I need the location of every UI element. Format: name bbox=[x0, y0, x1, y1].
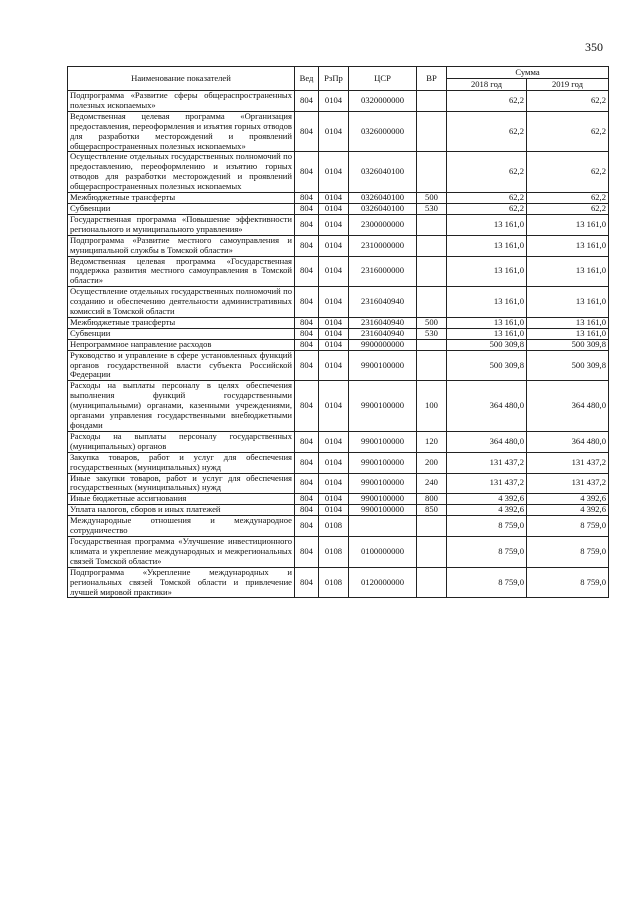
cell-rz: 0104 bbox=[319, 235, 349, 256]
cell-name: Подпрограмма «Укрепление международных и региональных связей Томской области и привлечение лучшей мировой практики» bbox=[68, 567, 295, 598]
cell-vr: 850 bbox=[417, 505, 447, 516]
cell-csr: 2300000000 bbox=[349, 214, 417, 235]
cell-ved: 804 bbox=[295, 328, 319, 339]
header-rz: РзПр bbox=[319, 67, 349, 91]
cell-csr: 9900100000 bbox=[349, 473, 417, 494]
cell-name: Расходы на выплаты персоналу в целях обеспечения выполнения функций государственными (муниципальными) органами, казенными учреждениями, органами управления государственными внебюджетными фондами bbox=[68, 381, 295, 432]
cell-name: Международные отношения и международное сотрудничество bbox=[68, 516, 295, 537]
cell-2018: 62,2 bbox=[447, 91, 527, 112]
cell-vr bbox=[417, 256, 447, 287]
cell-csr: 2316000000 bbox=[349, 256, 417, 287]
cell-rz: 0104 bbox=[319, 91, 349, 112]
cell-csr bbox=[349, 516, 417, 537]
cell-2019: 131 437,2 bbox=[527, 473, 609, 494]
cell-ved: 804 bbox=[295, 381, 319, 432]
cell-vr bbox=[417, 339, 447, 350]
cell-rz: 0104 bbox=[319, 473, 349, 494]
cell-ved: 804 bbox=[295, 431, 319, 452]
cell-rz: 0108 bbox=[319, 516, 349, 537]
cell-2018: 8 759,0 bbox=[447, 536, 527, 567]
cell-rz: 0104 bbox=[319, 152, 349, 193]
cell-2018: 62,2 bbox=[447, 193, 527, 204]
cell-ved: 804 bbox=[295, 494, 319, 505]
cell-rz: 0104 bbox=[319, 328, 349, 339]
cell-ved: 804 bbox=[295, 214, 319, 235]
cell-name: Ведомственная целевая программа «Организация предоставления, переоформления и изъятия горных отводов для разработки месторождений и проявлений общераспространенных полезных ископаемых» bbox=[68, 111, 295, 152]
cell-rz: 0104 bbox=[319, 203, 349, 214]
cell-vr: 100 bbox=[417, 381, 447, 432]
cell-name: Иные закупки товаров, работ и услуг для обеспечения государственных (муниципальных) нужд bbox=[68, 473, 295, 494]
cell-ved: 804 bbox=[295, 91, 319, 112]
cell-name: Непрограммное направление расходов bbox=[68, 339, 295, 350]
cell-2019: 8 759,0 bbox=[527, 567, 609, 598]
cell-csr: 0326040100 bbox=[349, 203, 417, 214]
cell-vr bbox=[417, 350, 447, 381]
cell-rz: 0108 bbox=[319, 567, 349, 598]
cell-name: Государственная программа «Улучшение инвестиционного климата и укрепление международных и межрегиональных связей Томской области» bbox=[68, 536, 295, 567]
cell-2018: 8 759,0 bbox=[447, 567, 527, 598]
cell-name: Руководство и управление в сфере установленных функций органов государственной власти субъекта Российской Федерации bbox=[68, 350, 295, 381]
cell-vr bbox=[417, 536, 447, 567]
cell-2019: 62,2 bbox=[527, 203, 609, 214]
cell-csr: 0320000000 bbox=[349, 91, 417, 112]
cell-name: Субвенции bbox=[68, 203, 295, 214]
cell-name: Подпрограмма «Развитие сферы общераспространенных полезных ископаемых» bbox=[68, 91, 295, 112]
page-number: 350 bbox=[585, 40, 603, 54]
cell-2019: 131 437,2 bbox=[527, 452, 609, 473]
cell-csr: 0326000000 bbox=[349, 111, 417, 152]
cell-2019: 62,2 bbox=[527, 111, 609, 152]
table-row bbox=[68, 152, 609, 193]
budget-table bbox=[67, 66, 609, 598]
cell-2019: 4 392,6 bbox=[527, 494, 609, 505]
table-row bbox=[68, 516, 609, 537]
table-row bbox=[68, 452, 609, 473]
cell-2019: 62,2 bbox=[527, 193, 609, 204]
cell-2018: 13 161,0 bbox=[447, 328, 527, 339]
header-sum: Сумма bbox=[447, 67, 609, 79]
header-vr: ВР bbox=[417, 67, 447, 91]
table-row bbox=[68, 339, 609, 350]
cell-vr bbox=[417, 516, 447, 537]
cell-csr: 9900100000 bbox=[349, 494, 417, 505]
cell-csr: 9900100000 bbox=[349, 452, 417, 473]
cell-name: Закупка товаров, работ и услуг для обеспечения государственных (муниципальных) нужд bbox=[68, 452, 295, 473]
cell-vr bbox=[417, 152, 447, 193]
table-row bbox=[68, 287, 609, 318]
cell-ved: 804 bbox=[295, 516, 319, 537]
cell-2019: 364 480,0 bbox=[527, 431, 609, 452]
cell-name: Расходы на выплаты персоналу государственных (муниципальных) органов bbox=[68, 431, 295, 452]
header-name: Наименование показателей bbox=[68, 67, 295, 91]
cell-rz: 0104 bbox=[319, 111, 349, 152]
table-row bbox=[68, 91, 609, 112]
cell-2018: 13 161,0 bbox=[447, 317, 527, 328]
cell-2018: 8 759,0 bbox=[447, 516, 527, 537]
cell-2018: 13 161,0 bbox=[447, 235, 527, 256]
cell-ved: 804 bbox=[295, 350, 319, 381]
cell-vr bbox=[417, 235, 447, 256]
cell-rz: 0104 bbox=[319, 256, 349, 287]
table-row bbox=[68, 350, 609, 381]
table-row bbox=[68, 505, 609, 516]
cell-ved: 804 bbox=[295, 256, 319, 287]
cell-vr bbox=[417, 287, 447, 318]
cell-rz: 0104 bbox=[319, 381, 349, 432]
table-row bbox=[68, 536, 609, 567]
cell-csr: 2316040940 bbox=[349, 328, 417, 339]
cell-vr: 120 bbox=[417, 431, 447, 452]
cell-ved: 804 bbox=[295, 203, 319, 214]
cell-rz: 0104 bbox=[319, 505, 349, 516]
cell-csr: 9900000000 bbox=[349, 339, 417, 350]
cell-rz: 0104 bbox=[319, 193, 349, 204]
cell-2018: 131 437,2 bbox=[447, 452, 527, 473]
cell-vr: 240 bbox=[417, 473, 447, 494]
cell-2018: 500 309,8 bbox=[447, 350, 527, 381]
cell-rz: 0104 bbox=[319, 431, 349, 452]
cell-csr: 9900100000 bbox=[349, 381, 417, 432]
cell-2018: 62,2 bbox=[447, 111, 527, 152]
cell-2019: 13 161,0 bbox=[527, 328, 609, 339]
cell-name: Государственная программа «Повышение эффективности регионального и муниципального управления» bbox=[68, 214, 295, 235]
cell-ved: 804 bbox=[295, 317, 319, 328]
cell-2019: 62,2 bbox=[527, 152, 609, 193]
cell-2019: 500 309,8 bbox=[527, 339, 609, 350]
cell-vr: 530 bbox=[417, 203, 447, 214]
cell-csr: 2316040940 bbox=[349, 317, 417, 328]
table-header bbox=[68, 67, 609, 91]
cell-2018: 4 392,6 bbox=[447, 494, 527, 505]
cell-vr bbox=[417, 91, 447, 112]
cell-2018: 131 437,2 bbox=[447, 473, 527, 494]
cell-2018: 13 161,0 bbox=[447, 287, 527, 318]
cell-ved: 804 bbox=[295, 287, 319, 318]
table-row bbox=[68, 203, 609, 214]
cell-name: Межбюджетные трансферты bbox=[68, 317, 295, 328]
cell-rz: 0104 bbox=[319, 494, 349, 505]
table-row bbox=[68, 317, 609, 328]
cell-2019: 4 392,6 bbox=[527, 505, 609, 516]
cell-csr: 2316040940 bbox=[349, 287, 417, 318]
cell-vr: 800 bbox=[417, 494, 447, 505]
cell-rz: 0104 bbox=[319, 287, 349, 318]
cell-vr: 530 bbox=[417, 328, 447, 339]
cell-2018: 500 309,8 bbox=[447, 339, 527, 350]
table-row bbox=[68, 111, 609, 152]
cell-2019: 13 161,0 bbox=[527, 235, 609, 256]
cell-vr: 500 bbox=[417, 193, 447, 204]
table-row bbox=[68, 567, 609, 598]
table-body bbox=[68, 91, 609, 598]
cell-2019: 13 161,0 bbox=[527, 287, 609, 318]
cell-rz: 0104 bbox=[319, 350, 349, 381]
cell-csr: 9900100000 bbox=[349, 350, 417, 381]
cell-csr: 0326040100 bbox=[349, 152, 417, 193]
table-row bbox=[68, 235, 609, 256]
cell-rz: 0104 bbox=[319, 214, 349, 235]
table-row bbox=[68, 381, 609, 432]
header-ved: Вед bbox=[295, 67, 319, 91]
cell-vr bbox=[417, 214, 447, 235]
cell-rz: 0104 bbox=[319, 317, 349, 328]
cell-name: Субвенции bbox=[68, 328, 295, 339]
cell-name: Иные бюджетные ассигнования bbox=[68, 494, 295, 505]
cell-2019: 8 759,0 bbox=[527, 536, 609, 567]
cell-2018: 364 480,0 bbox=[447, 381, 527, 432]
cell-ved: 804 bbox=[295, 505, 319, 516]
cell-2018: 13 161,0 bbox=[447, 214, 527, 235]
cell-2019: 13 161,0 bbox=[527, 317, 609, 328]
cell-csr: 2310000000 bbox=[349, 235, 417, 256]
cell-2018: 364 480,0 bbox=[447, 431, 527, 452]
cell-ved: 804 bbox=[295, 452, 319, 473]
cell-csr: 9900100000 bbox=[349, 505, 417, 516]
header-2018: 2018 год bbox=[447, 79, 527, 91]
cell-csr: 0100000000 bbox=[349, 536, 417, 567]
table-row bbox=[68, 256, 609, 287]
cell-ved: 804 bbox=[295, 567, 319, 598]
cell-2019: 62,2 bbox=[527, 91, 609, 112]
cell-rz: 0104 bbox=[319, 339, 349, 350]
table-row bbox=[68, 494, 609, 505]
cell-ved: 804 bbox=[295, 193, 319, 204]
cell-csr: 9900100000 bbox=[349, 431, 417, 452]
cell-2019: 13 161,0 bbox=[527, 214, 609, 235]
cell-csr: 0326040100 bbox=[349, 193, 417, 204]
cell-2018: 4 392,6 bbox=[447, 505, 527, 516]
table-row bbox=[68, 328, 609, 339]
table-row bbox=[68, 193, 609, 204]
cell-ved: 804 bbox=[295, 339, 319, 350]
cell-vr: 200 bbox=[417, 452, 447, 473]
cell-rz: 0104 bbox=[319, 452, 349, 473]
cell-2018: 62,2 bbox=[447, 152, 527, 193]
table-row bbox=[68, 431, 609, 452]
cell-name: Осуществление отдельных государственных полномочий по созданию и обеспечению деятельности административных комиссий в Томской области bbox=[68, 287, 295, 318]
cell-name: Уплата налогов, сборов и иных платежей bbox=[68, 505, 295, 516]
cell-csr: 0120000000 bbox=[349, 567, 417, 598]
header-csr: ЦСР bbox=[349, 67, 417, 91]
cell-name: Подпрограмма «Развитие местного самоуправления и муниципальной службы в Томской области» bbox=[68, 235, 295, 256]
cell-vr: 500 bbox=[417, 317, 447, 328]
cell-2018: 13 161,0 bbox=[447, 256, 527, 287]
cell-2019: 13 161,0 bbox=[527, 256, 609, 287]
cell-2019: 8 759,0 bbox=[527, 516, 609, 537]
cell-ved: 804 bbox=[295, 111, 319, 152]
table-row bbox=[68, 214, 609, 235]
cell-name: Ведомственная целевая программа «Государственная поддержка развития местного самоуправления в Томской области» bbox=[68, 256, 295, 287]
cell-2018: 62,2 bbox=[447, 203, 527, 214]
cell-2019: 500 309,8 bbox=[527, 350, 609, 381]
cell-ved: 804 bbox=[295, 473, 319, 494]
cell-name: Межбюджетные трансферты bbox=[68, 193, 295, 204]
cell-name: Осуществление отдельных государственных полномочий по предоставлению, переоформлению и изъятию горных отводов для разработки месторождений и проявлений общераспространенных полезных ископаемых bbox=[68, 152, 295, 193]
cell-ved: 804 bbox=[295, 235, 319, 256]
cell-rz: 0108 bbox=[319, 536, 349, 567]
header-2019: 2019 год bbox=[527, 79, 609, 91]
cell-ved: 804 bbox=[295, 152, 319, 193]
cell-ved: 804 bbox=[295, 536, 319, 567]
table-row bbox=[68, 473, 609, 494]
cell-vr bbox=[417, 111, 447, 152]
cell-vr bbox=[417, 567, 447, 598]
cell-2019: 364 480,0 bbox=[527, 381, 609, 432]
